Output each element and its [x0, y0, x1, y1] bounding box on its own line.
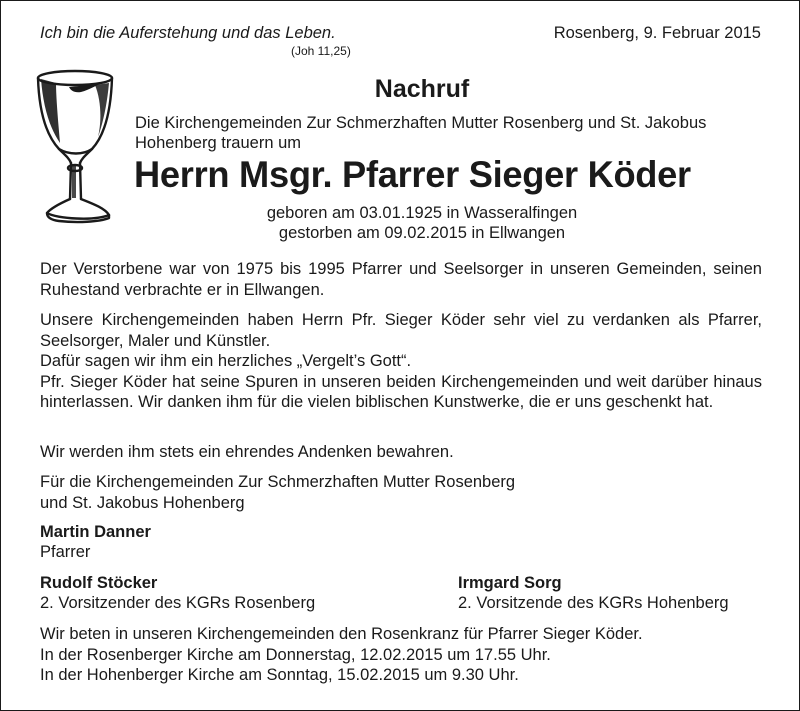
signatory-name: Irmgard Sorg: [458, 574, 562, 592]
rosary-line-3: In der Hohenberger Kirche am Sonntag, 15.02.2015 um 9.30 Uhr.: [40, 666, 519, 684]
life-dates: [1, 203, 800, 243]
signatory-hohenberg: [458, 573, 729, 613]
signatory-role: 2. Vorsitzende des KGRs Hohenberg: [458, 594, 729, 612]
rosary-line-1: Wir beten in unseren Kirchengemeinden den Rosenkranz für Pfarrer Sieger Köder.: [40, 625, 643, 643]
paragraph-on-behalf: [40, 472, 762, 513]
legacy-text: Pfr. Sieger Köder hat seine Spuren in unseren beiden Kirchengemeinden und weit darüber hinaus hinterlassen. Wir danken ihm für die vielen biblischen Kunstwerke, die er uns geschenkt hat.: [40, 372, 762, 411]
deceased-name: Herrn Msgr. Pfarrer Sieger Köder: [134, 154, 691, 195]
signatory-pastor: [40, 522, 151, 562]
notice-title: Nachruf: [374, 75, 470, 103]
intro-text: Die Kirchengemeinden Zur Schmerzhaften Mutter Rosenberg und St. Jakobus Hohenberg trauern um: [135, 114, 707, 152]
thanks-line: Unsere Kirchengemeinden haben Herrn Pfr. Sieger Köder sehr viel zu verdanken als Pfarrer, Seelsorger, Maler und Künstler.: [40, 311, 762, 350]
paragraph-thanks: [40, 310, 762, 413]
dateline: Rosenberg, 9. Februar 2015: [553, 24, 761, 42]
bible-quote-reference: (Joh 11,25): [291, 44, 351, 58]
signatory-name: Martin Danner: [40, 523, 151, 541]
vergelts-gott-line: Dafür sagen wir ihm ein herzliches „Vergelt’s Gott“.: [40, 352, 412, 370]
signatory-name: Rudolf Stöcker: [40, 574, 158, 592]
rosary-announcement: [40, 624, 762, 686]
paragraph-remembrance: Wir werden ihm stets ein ehrendes Andenken bewahren.: [40, 443, 454, 461]
birth-date: geboren am 03.01.1925 in Wasseralfingen: [266, 204, 578, 222]
on-behalf-line-1: Für die Kirchengemeinden Zur Schmerzhaften Mutter Rosenberg: [40, 473, 516, 491]
signatory-role: Pfarrer: [40, 543, 91, 561]
signatory-rosenberg: [40, 573, 315, 613]
death-date: gestorben am 09.02.2015 in Ellwangen: [278, 224, 566, 242]
bible-quote: Ich bin die Auferstehung und das Leben.: [40, 24, 336, 42]
rosary-line-2: In der Rosenberger Kirche am Donnerstag, 12.02.2015 um 17.55 Uhr.: [40, 645, 551, 664]
paragraph-tenure: Der Verstorbene war von 1975 bis 1995 Pfarrer und Seelsorger in unseren Gemeinden, seinen Ruhestand verbrachte er in Ellwangen.: [40, 260, 762, 299]
signatory-role: 2. Vorsitzender des KGRs Rosenberg: [40, 594, 316, 612]
on-behalf-line-2: und St. Jakobus Hohenberg: [40, 493, 245, 512]
